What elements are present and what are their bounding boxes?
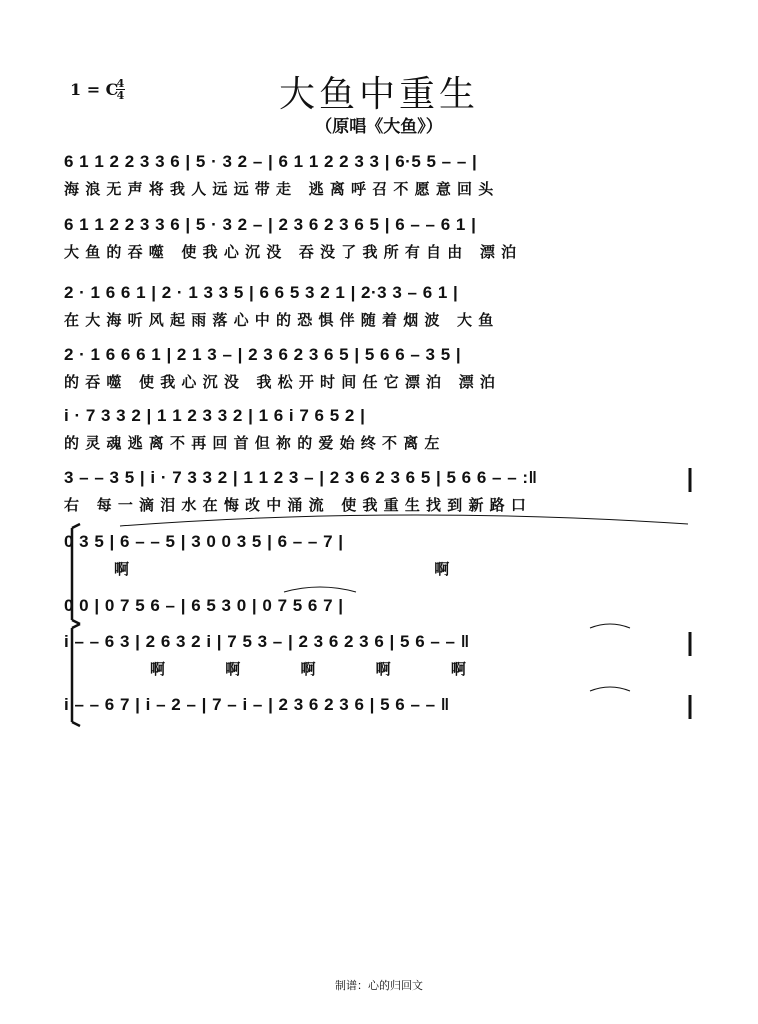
slur: [284, 587, 356, 592]
song-title: 大鱼中重生: [278, 74, 479, 115]
lyrics-line: 啊 啊 啊 啊 啊: [150, 660, 466, 678]
notation-line: 0 0 | 0 7 5 6 – | 6 5 3 0 | 0 7 5 6 7 |: [64, 596, 344, 615]
notation-line: 6 1 1 2 2 3 3 6 | 5 · 3 2 – | 6 1 1 2 2 3 3 | 6·5 5 – – |: [64, 152, 478, 171]
time-signature-top: 4: [116, 77, 125, 90]
lyrics-line: 在大海听风起雨落心中的恐惧伴随着烟波 大鱼: [64, 311, 500, 329]
notation-line: 3 – – 3 5 | i · 7 3 3 2 | 1 1 2 3 – | 2 3 6 2 3 6 5 | 5 6 6 – – :‖: [64, 468, 538, 487]
lyrics-line: 的灵魂逃离不再回首但祢的爱始终不离左: [64, 434, 446, 452]
slur: [120, 515, 688, 526]
song-subtitle: （原唱《大鱼》）: [315, 117, 443, 137]
notation-line: 6 1 1 2 2 3 3 6 | 5 · 3 2 – | 2 3 6 2 3 6 5 | 6 – – 6 1 |: [64, 215, 477, 234]
notation-line: 2 · 1 6 6 1 | 2 · 1 3 3 5 | 6 6 5 3 2 1 | 2·3 3 – 6 1 |: [64, 283, 459, 302]
system-bracket: [72, 524, 80, 624]
notation-line: i – – 6 3 | 2 6 3 2 i | 7 5 3 – | 2 3 6 2 3 6 | 5 6 – – ‖: [64, 632, 470, 651]
lyrics-line: 的吞噬 使我心沉没 我松开时间任它漂泊 漂泊: [64, 373, 502, 391]
slur: [590, 687, 630, 691]
lyrics-line: 啊 啊: [114, 560, 450, 578]
notation-line: 0 3 5 | 6 – – 5 | 3 0 0 3 5 | 6 – – 7 |: [64, 532, 344, 551]
system-bracket: [72, 624, 80, 726]
slur: [590, 624, 630, 628]
lyrics-line: 右 每一滴泪水在悔改中涌流 使我重生找到新路口: [64, 496, 533, 514]
notation-line: i · 7 3 3 2 | 1 1 2 3 3 2 | 1 6 i 7 6 5 2 |: [64, 406, 366, 425]
lyrics-line: 海浪无声将我人远远带走 逃离呼召不愿意回头: [64, 180, 500, 198]
notation-line: 2 · 1 6 6 6 1 | 2 1 3 – | 2 3 6 2 3 6 5 | 5 6 6 – 3 5 |: [64, 345, 462, 364]
lyrics-line: 大鱼的吞噬 使我心沉没 吞没了我所有自由 漂泊: [64, 243, 523, 261]
key-signature: 1 = C: [70, 80, 119, 99]
notation-line: i – – 6 7 | i – 2 – | 7 – i – | 2 3 6 2 3 6 | 5 6 – – ‖: [64, 695, 450, 714]
time-signature-bottom: 4: [116, 89, 125, 102]
score-credit: 制谱：心的归回文: [335, 979, 423, 992]
